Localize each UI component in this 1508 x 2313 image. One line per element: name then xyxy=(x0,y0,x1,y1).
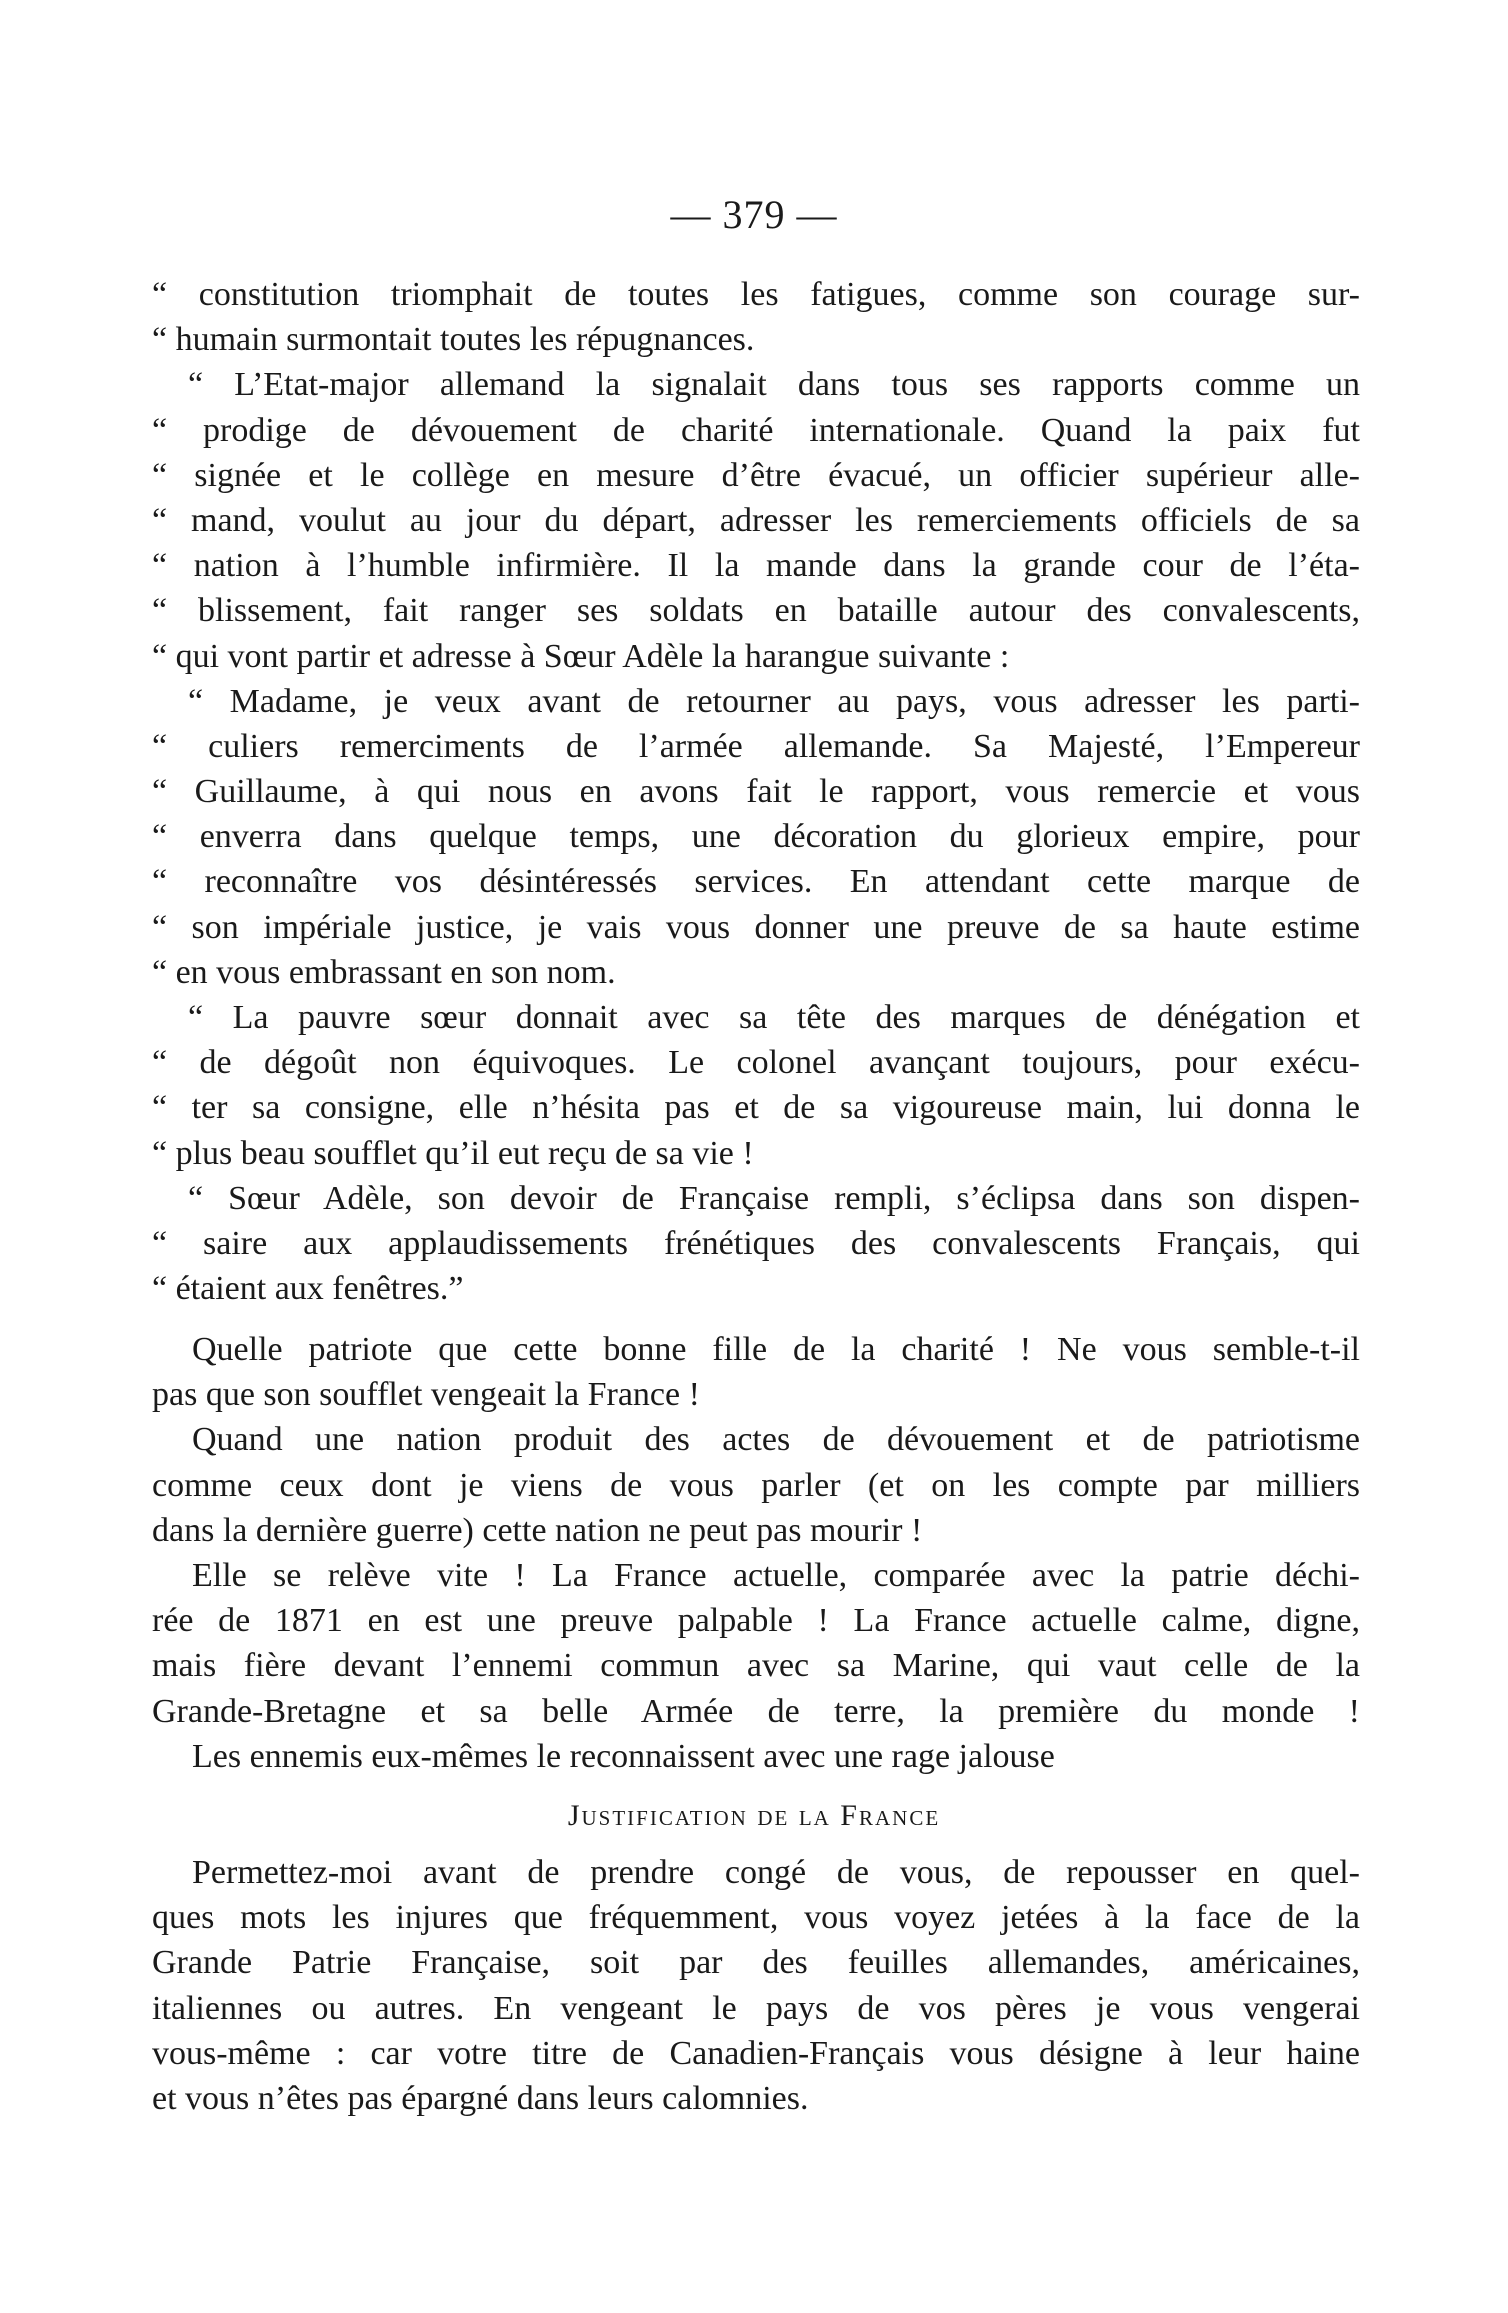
text-line: “ Guillaume, à qui nous en avons fait le rapport, vous remercie et vous xyxy=(152,773,1360,811)
text-line: Les ennemis eux-mêmes le reconnaissent avec une rage jalouse xyxy=(192,1737,1055,1775)
text-line: vous-même : car votre titre de Canadien-Français vous désigne à leur haine xyxy=(152,2034,1360,2072)
text-line: Quelle patriote que cette bonne fille de la charité ! Ne vous semble-t-il xyxy=(192,1331,1360,1368)
text-line: comme ceux dont je viens de vous parler (et on les compte par milliers xyxy=(152,1466,1360,1504)
text-line: pas que son soufflet vengeait la France ! xyxy=(152,1376,700,1414)
text-line: “ qui vont partir et adresse à Sœur Adèle la harangue suivante : xyxy=(152,637,1010,675)
text-line: “ saire aux applaudissements frénétiques des convalescents Français, qui xyxy=(152,1224,1360,1262)
text-line: “ en vous embrassant en son nom. xyxy=(152,953,616,991)
text-line: Grande Patrie Française, soit par des feuilles allemandes, américaines, xyxy=(152,1944,1360,1982)
text-line: rée de 1871 en est une preuve palpable ! La France actuelle calme, digne, xyxy=(152,1602,1360,1640)
quoted-passage xyxy=(152,272,1360,1311)
text-line: “ reconnaître vos désintéressés services. En attendant cette marque de xyxy=(152,863,1360,901)
text-line: “ Sœur Adèle, son devoir de Française rempli, s’éclipsa dans son dispen- xyxy=(188,1179,1360,1217)
text-line: “ blissement, fait ranger ses soldats en bataille autour des convalescents, xyxy=(152,592,1360,630)
text-line: “ son impériale justice, je vais vous donner une preuve de sa haute estime xyxy=(152,908,1360,946)
text-line: “ mand, voulut au jour du départ, adresser les remerciements officiels de sa xyxy=(152,501,1360,539)
body-passage xyxy=(152,1327,1360,1779)
text-line: “ Madame, je veux avant de retourner au pays, vous adresser les parti- xyxy=(188,682,1360,720)
text-line: “ L’Etat-major allemand la signalait dans tous ses rapports comme un xyxy=(188,366,1360,404)
text-line: Quand une nation produit des actes de dévouement et de patriotisme xyxy=(192,1421,1360,1459)
text-line: “ constitution triomphait de toutes les fatigues, comme son courage sur- xyxy=(152,276,1360,313)
final-passage xyxy=(152,1850,1360,2121)
text-line: Grande-Bretagne et sa belle Armée de terre, la première du monde ! xyxy=(152,1692,1360,1730)
text-line: italiennes ou autres. En vengeant le pays de vos pères je vous vengerai xyxy=(152,1989,1360,2027)
page-number: — 379 — xyxy=(670,192,838,237)
text-line: ques mots les injures que fréquemment, vous voyez jetées à la face de la xyxy=(152,1899,1360,1937)
section-heading: Justification de la France xyxy=(567,1799,941,1832)
text-line: et vous n’êtes pas épargné dans leurs calomnies. xyxy=(152,2079,809,2117)
text-line: “ enverra dans quelque temps, une décoration du glorieux empire, pour xyxy=(152,818,1360,856)
text-line: “ ter sa consigne, elle n’hésita pas et de sa vigoureuse main, lui donna le xyxy=(152,1089,1360,1127)
text-line: “ culiers remerciments de l’armée allemande. Sa Majesté, l’Empereur xyxy=(152,727,1360,765)
text-line: Elle se relève vite ! La France actuelle, comparée avec la patrie déchi- xyxy=(192,1556,1360,1594)
text-line: “ La pauvre sœur donnait avec sa tête des marques de dénégation et xyxy=(188,999,1360,1036)
text-line: dans la dernière guerre) cette nation ne peut pas mourir ! xyxy=(152,1511,923,1549)
text-line: Permettez-moi avant de prendre congé de vous, de repousser en quel- xyxy=(192,1854,1360,1891)
text-line: “ étaient aux fenêtres.” xyxy=(152,1270,464,1308)
text-line: “ de dégoût non équivoques. Le colonel avançant toujours, pour exécu- xyxy=(152,1044,1360,1082)
text-line: “ signée et le collège en mesure d’être évacué, un officier supérieur alle- xyxy=(152,456,1360,494)
text-line: “ prodige de dévouement de charité internationale. Quand la paix fut xyxy=(152,411,1360,449)
text-line: “ nation à l’humble infirmière. Il la mande dans la grande cour de l’éta- xyxy=(152,547,1360,585)
text-line: “ plus beau soufflet qu’il eut reçu de sa vie ! xyxy=(152,1134,754,1172)
text-line: mais fière devant l’ennemi commun avec sa Marine, qui vaut celle de la xyxy=(152,1647,1360,1685)
text-line: “ humain surmontait toutes les répugnances. xyxy=(152,321,755,359)
